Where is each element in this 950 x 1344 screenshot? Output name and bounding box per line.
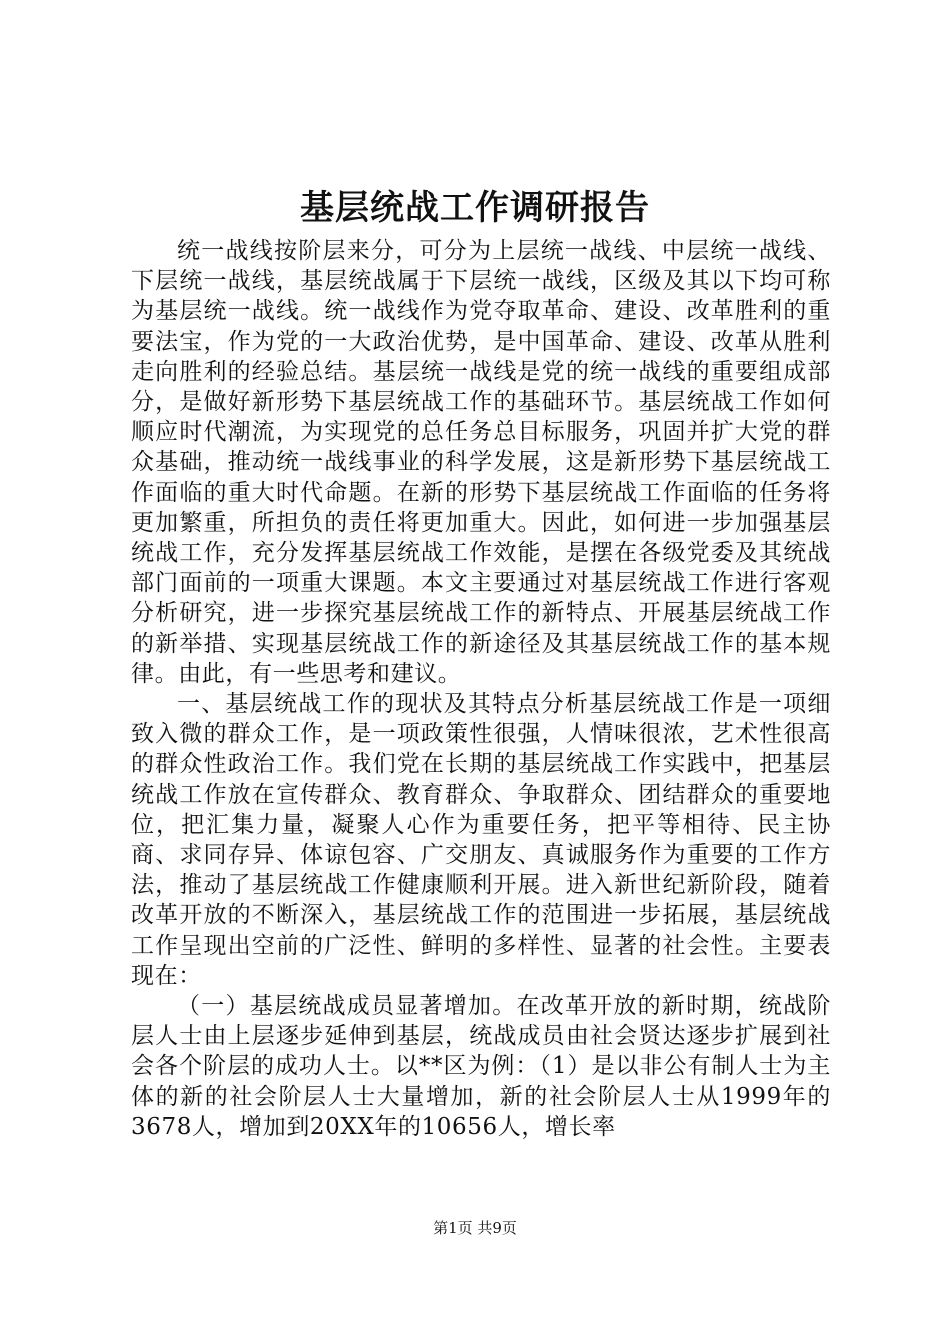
document-title: 基层统战工作调研报告 — [300, 188, 650, 228]
paragraph-section-one: 一、基层统战工作的现状及其特点分析基层统战工作是一项细致入微的群众工作，是一项政策性很强，人情味很浓，艺术性很高的群众性政治工作。我们党在长期的基层统战工作实践中，把基层统战工作放在宣传群众、教育群众、争取群众、团结群众的重要地位，把汇集力量，凝聚人心作为重要任务，把平等相待、民主协商、求同存异、体谅包容、广交朋友、真诚服务作为重要的工作方法，推动了基层统战工作健康顺利开展。进入新世纪新阶段，随着改革开放的不断深入，基层统战工作的范围进一步拓展，基层统战工作呈现出空前的广泛性、鲜明的多样性、显著的社会性。主要表现在： — [131, 691, 831, 989]
page-footer: 第1页 共9页 — [433, 1219, 517, 1237]
paragraph-subsection-one: （一）基层统战成员显著增加。在改革开放的新时期，统战阶层人士由上层逐步延伸到基层，统战成员由社会贤达逐步扩展到社会各个阶层的成功人士。以**区为例：（1）是以非公有制人士为主体的新的社会阶层人士大量增加，新的社会阶层人士从1999年的3678人，增加到20XX年的10656人，增长率 — [131, 993, 831, 1140]
paragraph-intro: 统一战线按阶层来分，可分为上层统一战线、中层统一战线、下层统一战线，基层统战属于下层统一战线，区级及其以下均可称为基层统一战线。统一战线作为党夺取革命、建设、改革胜利的重要法宝，作为党的一大政治优势，是中国革命、建设、改革从胜利走向胜利的经验总结。基层统一战线是党的统一战线的重要组成部分，是做好新形势下基层统战工作的基础环节。基层统战工作如何顺应时代潮流，为实现党的总任务总目标服务，巩固并扩大党的群众基础，推动统一战线事业的科学发展，这是新形势下基层统战工作面临的重大时代命题。在新的形势下基层统战工作面临的任务将更加繁重，所担负的责任将更加重大。因此，如何进一步加强基层统战工作，充分发挥基层统战工作效能，是摆在各级党委及其统战部门面前的一项重大课题。本文主要通过对基层统战工作进行客观分析研究，进一步探究基层统战工作的新特点、开展基层统战工作的新举措、实现基层统战工作的新途径及其基层统战工作的基本规律。由此，有一些思考和建议。 — [131, 238, 831, 687]
document-body — [131, 236, 831, 1142]
